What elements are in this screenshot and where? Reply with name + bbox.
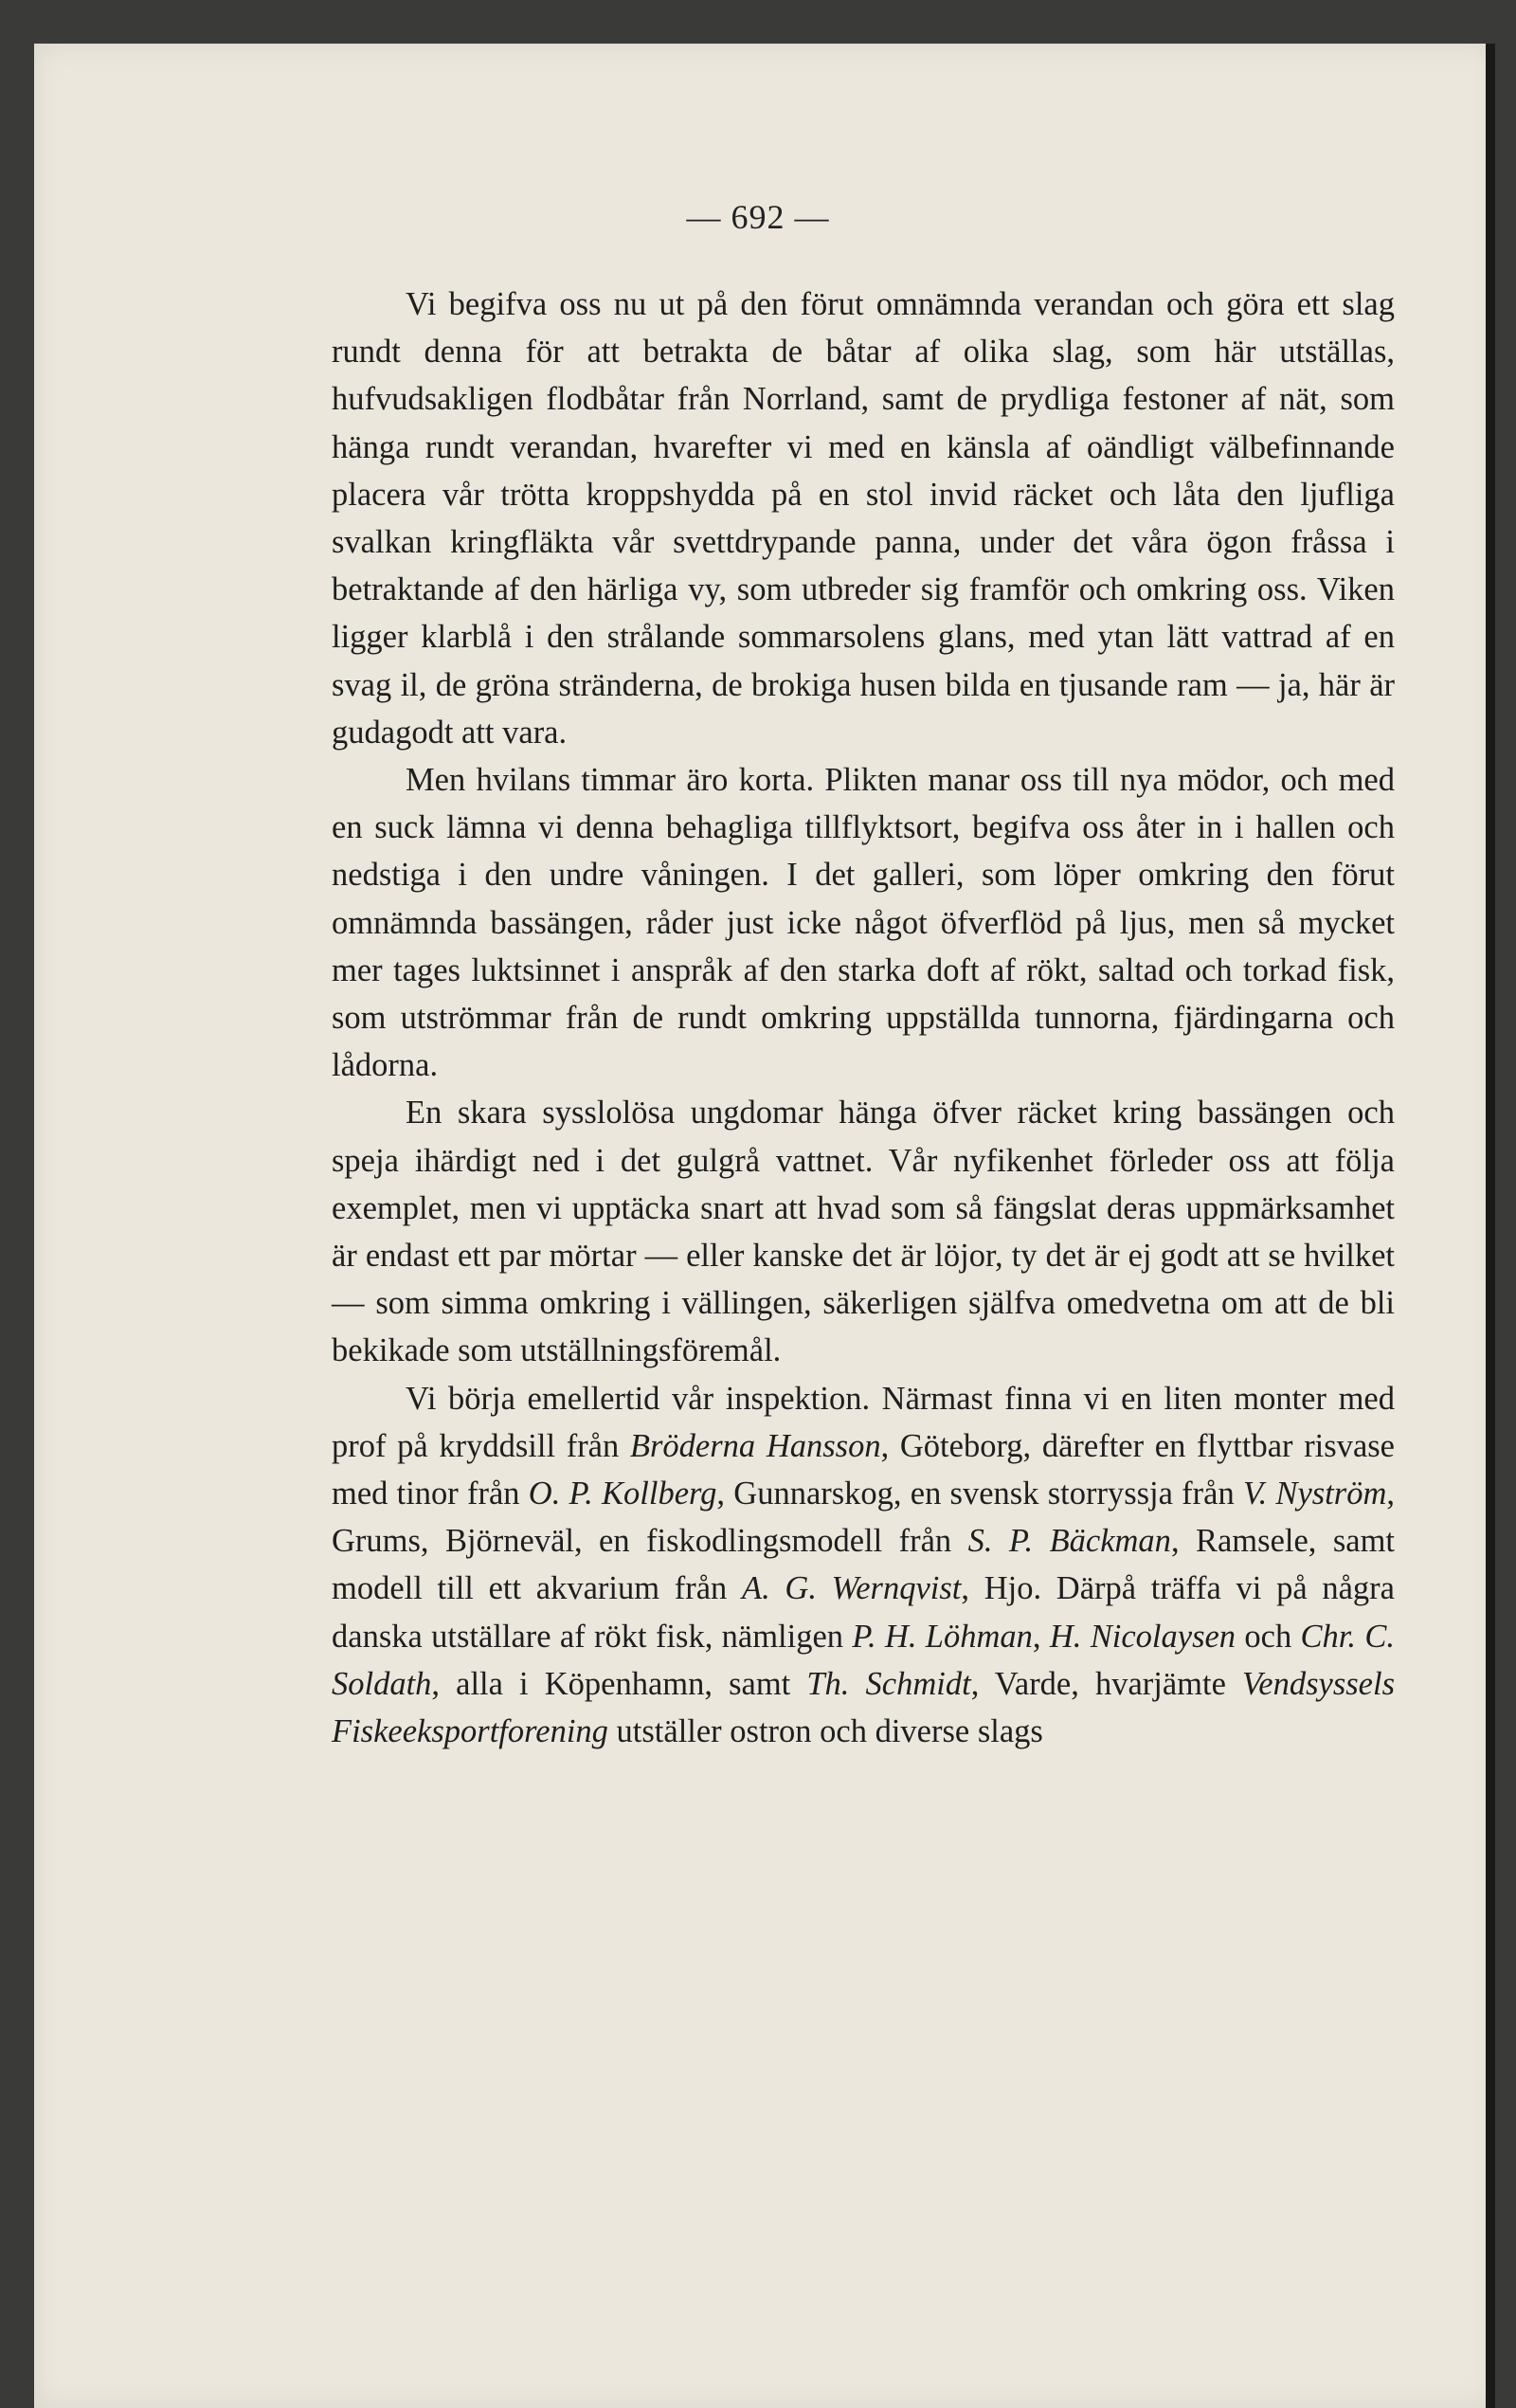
text-run: , Grums, Björneväl, en fiskodlingsmodell från bbox=[332, 1476, 1395, 1560]
text-run: , bbox=[1032, 1618, 1050, 1655]
italic-name: V. Nyström bbox=[1242, 1476, 1387, 1512]
italic-name: O. P. Kollberg bbox=[528, 1476, 717, 1512]
text-run: utställer ostron och diverse slags bbox=[607, 1713, 1043, 1750]
text-run: , Gunnarskog, en svensk storryssja från bbox=[716, 1476, 1243, 1512]
text-run: , Hjo. Därpå träffa vi på några danska utställare af rökt fisk, nämligen bbox=[332, 1570, 1395, 1655]
body-text bbox=[332, 281, 1395, 1755]
paragraph bbox=[332, 1375, 1395, 1756]
text-run: , Ramsele, samt modell till ett akvarium från bbox=[332, 1523, 1395, 1607]
italic-name: H. Nicolaysen bbox=[1049, 1618, 1236, 1655]
italic-name: Bröderna Hansson bbox=[629, 1427, 881, 1464]
page-number: — 692 — bbox=[686, 198, 830, 236]
text-run: Vi begifva oss nu ut på den förut omnämnda verandan och göra ett slag rundt denna för att betrakta de båtar af olika slag, som här utställas, hufvudsakligen flodbåtar från Norrland, samt de prydliga festoner af nät, som hänga rundt verandan, hvarefter vi med en känsla af oändligt välbefinnande placera vår trötta kroppshydda på en stol invid räcket och låta den ljufliga svalkan kringfläkta vår svettdrypande panna, under det våra ögon fråssa i betraktande af den härliga vy, som utbreder sig framför och omkring oss. Viken ligger klarblå i den strålande sommarsolens glans, med ytan lätt vattrad af en svag il, de gröna stränderna, de brokiga husen bilda en tjusande ram — ja, här är gudagodt att vara. bbox=[332, 286, 1395, 751]
italic-name: Th. Schmidt bbox=[806, 1665, 971, 1702]
text-run: , Göteborg, därefter en flyttbar risvase med tinor från bbox=[332, 1427, 1395, 1512]
text-run: och bbox=[1236, 1618, 1301, 1655]
text-run: , alla i Köpenhamn, samt bbox=[431, 1665, 807, 1702]
paragraph bbox=[332, 756, 1395, 1089]
text-run: , Varde, hvarjämte bbox=[970, 1665, 1243, 1702]
italic-name: S. P. Bäckman bbox=[967, 1523, 1171, 1560]
page-edge-shadow bbox=[1486, 44, 1495, 2408]
italic-name: Chr. C. Soldath bbox=[332, 1618, 1396, 1702]
italic-name: Vendsyssels Fiskeeksportforening bbox=[332, 1665, 1395, 1750]
italic-name: P. H. Löhman bbox=[852, 1618, 1033, 1655]
text-run: Men hvilans timmar äro korta. Plikten manar oss till nya mödor, och med en suck lämna vi denna behagliga tillflyktsort, begifva oss åter in i hallen och nedstiga i den undre våningen. I det galleri, som löper omkring den förut omnämnda bassängen, råder just icke något öfverflöd på ljus, men så mycket mer tages luktsinnet i anspråk af den starka doft af rökt, saltad och torkad fisk, som utströmmar från de rundt omkring uppställda tunnorna, fjärdingarna och lådorna. bbox=[332, 762, 1395, 1084]
text-run: Vi börja emellertid vår inspektion. Närmast finna vi en liten monter med prof på kryddsill från bbox=[332, 1380, 1395, 1464]
paragraph bbox=[332, 281, 1395, 756]
italic-name: A. G. Wernqvist bbox=[742, 1570, 962, 1607]
paragraph bbox=[332, 1089, 1395, 1374]
text-run: En skara sysslolösa ungdomar hänga öfver räcket kring bassängen och speja ihärdigt ned i det gulgrå vattnet. Vår nyfikenhet förleder oss att följa exemplet, men vi upptäcka snart att hvad som så fängslat deras uppmärksamhet är endast ett par mörtar — eller kanske det är löjor, ty det är ej godt att se hvilket — som simma omkring i vällingen, säkerligen själfva omedvetna om att de bli bekikade som utställningsföremål. bbox=[332, 1095, 1395, 1369]
